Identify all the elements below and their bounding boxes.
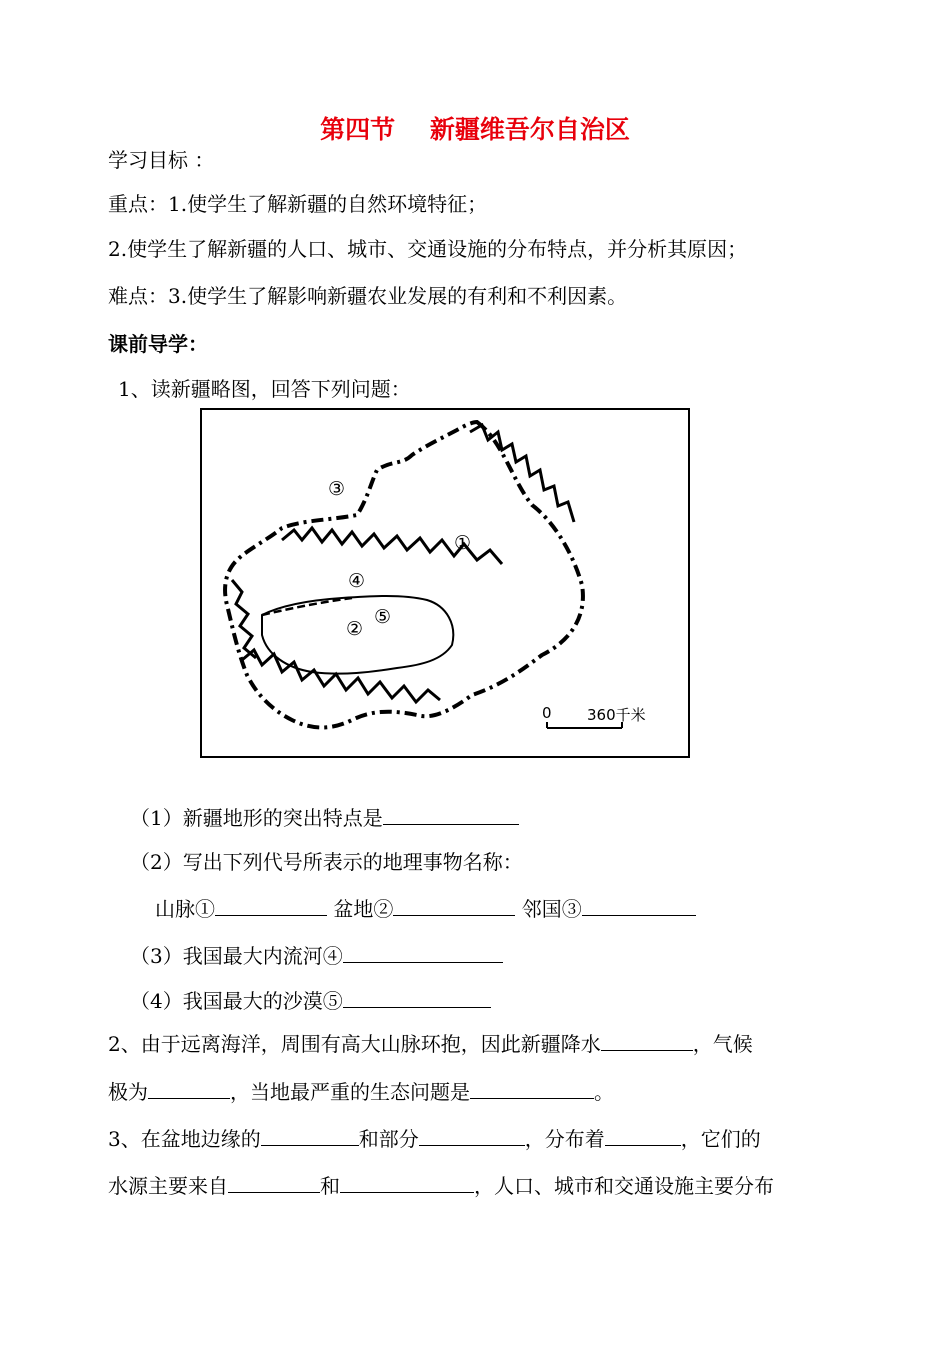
q2-text-b: ，气候 bbox=[692, 1032, 753, 1056]
q2-blank-3[interactable] bbox=[470, 1076, 594, 1099]
objectives-heading: 学习目标 ： bbox=[108, 148, 215, 172]
scale-label: 360千米 bbox=[587, 706, 646, 724]
q2-text-d: ，当地最严重的生态问题是 bbox=[230, 1080, 470, 1104]
question-1-3-text: （3）我国最大内流河④ bbox=[130, 944, 343, 968]
question-3-line-2 bbox=[108, 1170, 774, 1200]
basin-label: 盆地② bbox=[333, 897, 394, 921]
scale-zero: 0 bbox=[542, 704, 552, 722]
map-label-3: ③ bbox=[328, 478, 346, 500]
q3-blank-2[interactable] bbox=[419, 1123, 525, 1146]
map-label-4: ④ bbox=[348, 570, 366, 592]
question-1-4-text: （4）我国最大的沙漠⑤ bbox=[130, 989, 343, 1013]
q3-text-b: 和部分 bbox=[358, 1127, 419, 1151]
basin-blank[interactable] bbox=[393, 893, 515, 916]
objective-2-text: 2.使学生了解新疆的人口、城市、交通设施的分布特点，并分析其原因； bbox=[108, 237, 748, 261]
question-1-3 bbox=[130, 940, 503, 970]
page-title: 第四节 新疆维吾尔自治区 bbox=[320, 115, 630, 144]
q3-text-a: 3、在盆地边缘的 bbox=[108, 1127, 261, 1151]
question-1-2: （2）写出下列代号所表示的地理事物名称： bbox=[130, 850, 523, 874]
mountain-blank[interactable] bbox=[215, 893, 327, 916]
preview-heading: 课前导学： bbox=[108, 332, 208, 356]
map-label-2: ② bbox=[346, 618, 364, 640]
mountain-line-kunlun bbox=[242, 650, 440, 702]
q3-blank-1[interactable] bbox=[261, 1123, 359, 1146]
q2-text-c: 极为 bbox=[108, 1080, 148, 1104]
mountain-line-altai bbox=[470, 425, 574, 522]
q2-blank-1[interactable] bbox=[601, 1028, 693, 1051]
question-1-4 bbox=[130, 985, 491, 1015]
xinjiang-sketch-map bbox=[200, 408, 690, 758]
q3-text-d: ，它们的 bbox=[680, 1127, 761, 1151]
question-1-1-text: （1）新疆地形的突出特点是 bbox=[130, 806, 383, 830]
mountain-line-west bbox=[232, 580, 256, 658]
tarim-river bbox=[262, 598, 352, 615]
key-points-text: 重点：1.使学生了解新疆的自然环境特征； bbox=[108, 192, 488, 216]
q3-blank-3[interactable] bbox=[605, 1123, 681, 1146]
mountain-label: 山脉① bbox=[155, 897, 215, 921]
answer-blank[interactable] bbox=[383, 802, 519, 825]
q3-text-g: ，人口、城市和交通设施主要分布 bbox=[474, 1174, 774, 1198]
question-1-intro: 1、读新疆略图，回答下列问题： bbox=[118, 377, 411, 401]
q2-text-e: 。 bbox=[594, 1080, 614, 1104]
question-3-line-1 bbox=[108, 1123, 761, 1153]
q3-text-f: 和 bbox=[320, 1174, 340, 1198]
neighbor-label: 邻国③ bbox=[521, 897, 582, 921]
desert-blank[interactable] bbox=[343, 985, 491, 1008]
river-blank[interactable] bbox=[343, 940, 503, 963]
neighbor-blank[interactable] bbox=[582, 893, 696, 916]
q3-blank-4[interactable] bbox=[228, 1170, 320, 1193]
map-label-5: ⑤ bbox=[374, 606, 392, 628]
question-1-1 bbox=[130, 802, 519, 832]
difficult-points-text: 难点：3.使学生了解影响新疆农业发展的有利和不利因素。 bbox=[108, 284, 628, 308]
question-2-line-1 bbox=[108, 1028, 753, 1058]
q3-blank-5[interactable] bbox=[340, 1170, 474, 1193]
question-2-line-2 bbox=[108, 1076, 614, 1106]
q3-text-c: ，分布着 bbox=[524, 1127, 605, 1151]
q3-text-e: 水源主要来自 bbox=[108, 1174, 228, 1198]
q2-text-a: 2、由于远离海洋，周围有高大山脉环抱，因此新疆降水 bbox=[108, 1032, 601, 1056]
q2-blank-2[interactable] bbox=[148, 1076, 230, 1099]
map-label-1: ① bbox=[454, 532, 472, 554]
question-1-2-items bbox=[155, 893, 696, 923]
